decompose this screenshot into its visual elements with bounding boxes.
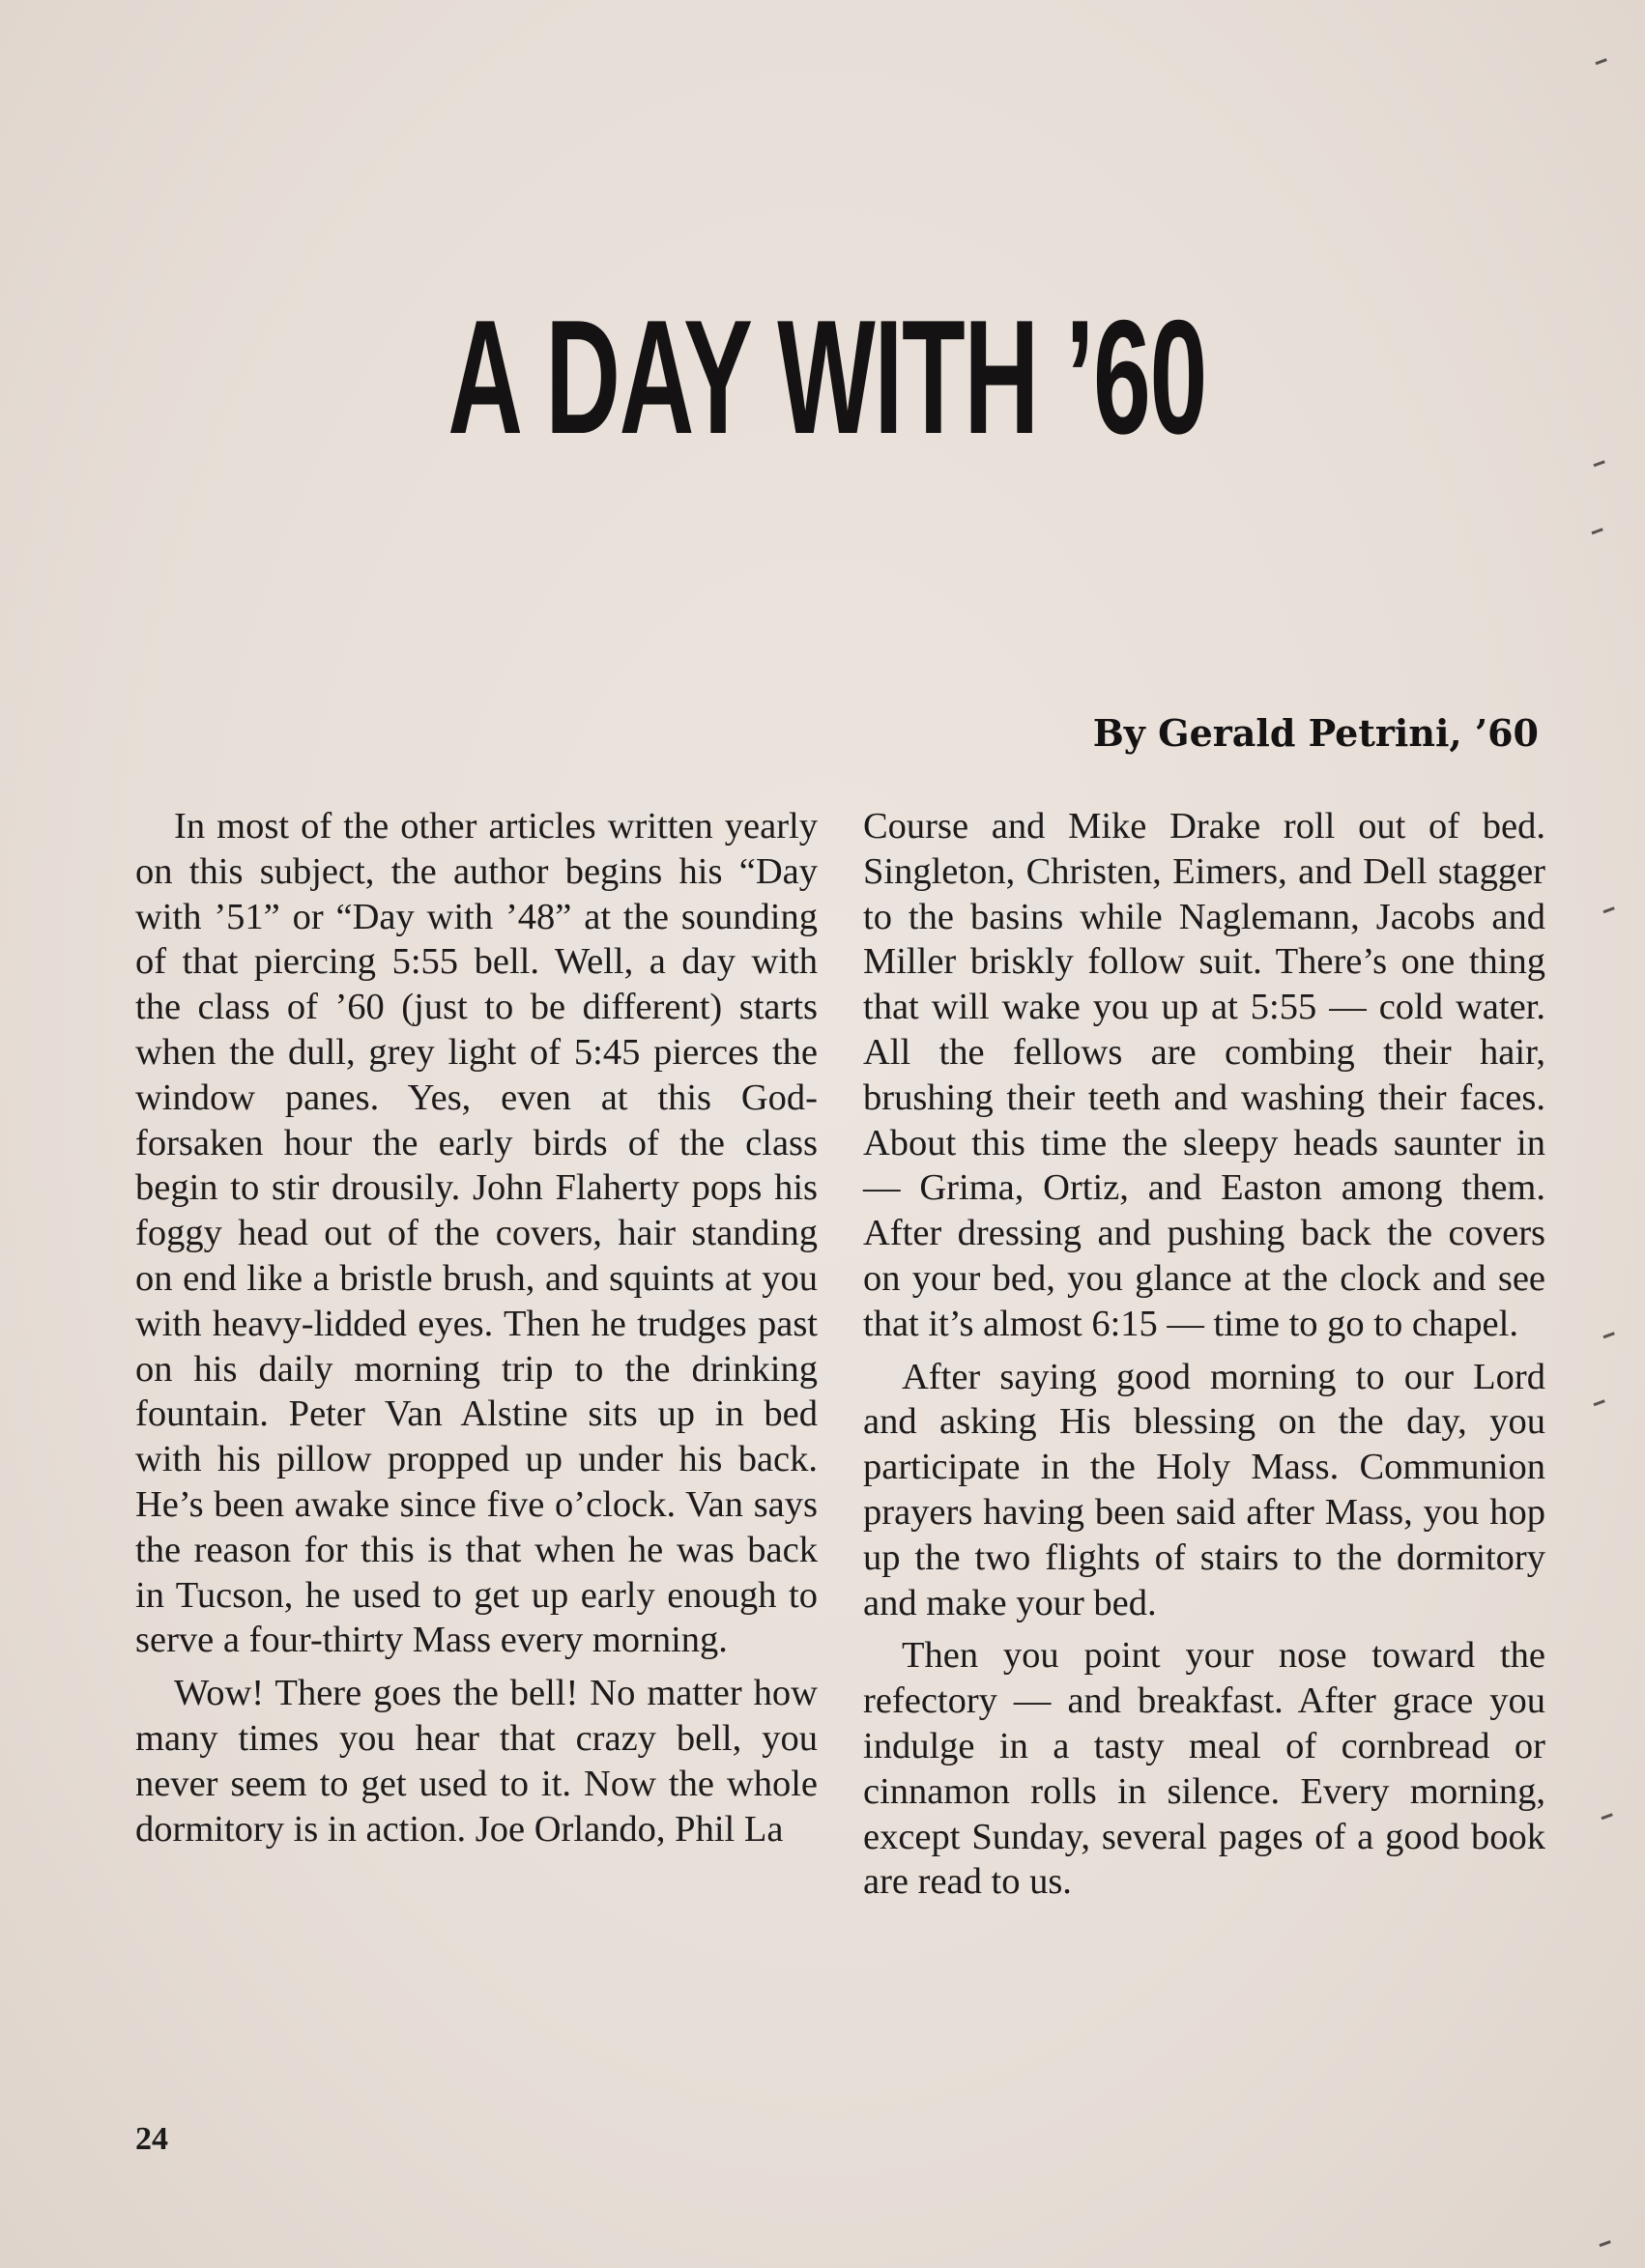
paragraph-continuation: Course and Mike Drake roll out of bed. Singleton, Christen, Eimers, and Dell stagger to the basins while Naglemann, Jacobs and Miller briskly follow suit. There’s one thing that will wake you up at 5:55 — cold water. All the fellows are combing their hair, brushing their teeth and washing their faces. About this time the sleepy heads saunter in — Grima, Ortiz, and Easton among them. After dressing and pushing back the covers on your bed, you glance at the clock and see that it’s almost 6:15 — time to go to chapel. [863,806,1545,1344]
text-column-right [863,804,1545,1912]
binding-mark [1593,460,1607,474]
paragraph: In most of the other articles written yearly on this subject, the author begins his “Day with ’51” or “Day with ’48” at the sounding of that piercing 5:55 bell. Well, a day with the class of ’60 (just to be different) starts when the dull, grey light of 5:45 pierces the window panes. Yes, even at this God-forsaken hour the early birds of the class begin to stir drousily. John Flaherty pops his foggy head out of the covers, hair standing on end like a bristle brush, and squints at you with heavy-lidded eyes. Then he trudges past on his daily morning trip to the drinking fountain. Peter Van Alstine sits up in bed with his pillow propped up under his back. He’s been awake since five o’clock. Van says the reason for this is that when he was back in Tucson, he used to get up early enough to serve a four-thirty Mass every morning. [135,806,818,1661]
binding-mark [1602,906,1617,920]
binding-mark [1601,1813,1615,1826]
binding-mark [1595,58,1609,72]
binding-mark [1599,2240,1613,2254]
paragraph: Wow! There goes the bell! No matter how many times you hear that crazy bell, you never seem to get used to it. Now the whole dormitory is in action. Joe Orlando, Phil La [135,1673,818,1850]
article-byline: By Gerald Petrini, ’60 [1092,711,1539,755]
page-number: 24 [135,2121,168,2157]
text-column-left [135,804,818,1859]
binding-mark [1593,1399,1607,1413]
article-title: A DAY WITH ’60 [447,286,1207,468]
binding-mark [1602,1332,1617,1345]
paragraph: After saying good morning to our Lord and asking His blessing on the day, you participate in the Holy Mass. Communion prayers having been said after Mass, you hop up the two flights of stairs to the dormitory and make your bed. [863,1356,1545,1623]
binding-mark [1591,528,1605,541]
paragraph: Then you point your nose toward the refectory — and breakfast. After grace you indulge in a tasty meal of cornbread or cinnamon rolls in silence. Every morning, except Sunday, several pages of a good book are read to us. [863,1635,1545,1903]
